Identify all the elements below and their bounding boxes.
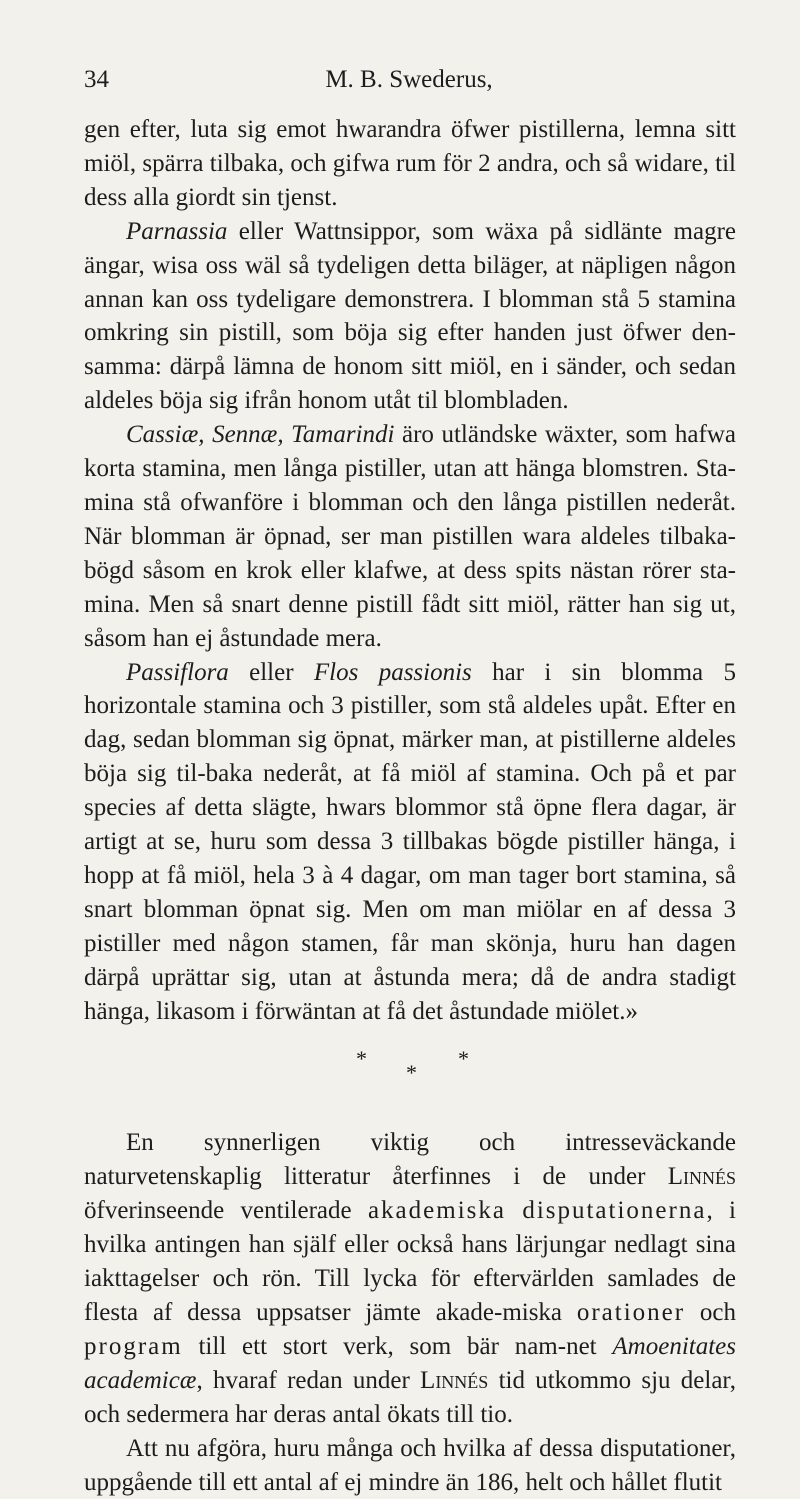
text-run: En synnerligen viktig och intresseväckande naturvetenskaplig litteratur återfinnes i de under: [84, 1129, 736, 1191]
term-flos-passionis: Flos passionis: [313, 658, 472, 686]
body-text: [84, 113, 736, 1499]
name-linnes: Linnés: [667, 1163, 736, 1191]
title-amoenitates: Amoenitates academicæ: [84, 1332, 736, 1394]
page-header: [84, 66, 734, 106]
paragraph-text: äro utländske wäxter, som hafwa korta stamina, men långa pistiller, utan att hänga blomstren. Sta-mina stå ofwanföre i blomman och den långa pistillen nederåt. När blomman är öpnad, ser man pistillen wara aldeles tilbaka-bögd såsom en krok eller klafwe, at dess spits nästan rörer sta-mina. Men så snart denne pistill fådt sitt miöl, rätter han sig ut, såsom han ej åstundade mera.: [84, 421, 736, 652]
text-run: till ett stort verk, som bär nam-net: [182, 1332, 613, 1360]
text-run: och: [685, 1299, 736, 1326]
name-linnes: Linnés: [420, 1366, 489, 1394]
paragraph-text: eller: [228, 658, 314, 686]
term-cassiae: Cassiæ, Sennæ, Tamarindi: [126, 421, 395, 449]
term-parnassia: Parnassia: [126, 217, 228, 245]
paragraph-final: Att nu afgöra, huru många och hvilka af dessa disputationer, uppgående till ett antal af ej mindre än 186, helt och hållet flutit: [84, 1434, 736, 1496]
asterisk: *: [458, 1046, 469, 1072]
text-run: öfverinseende ventilerade: [84, 1197, 368, 1225]
paragraph-literature: [84, 1126, 736, 1431]
asterisk: *: [356, 1046, 367, 1072]
paragraph-continuation: gen efter, luta sig emot hwarandra öfwer pistillerna, lemna sitt miöl, spärra tilbaka, och gifwa rum för 2 andra, och så widare, til dess alla giordt sin tjenst.: [84, 116, 736, 211]
spaced-term: program: [84, 1332, 183, 1360]
paragraph-passiflora: [84, 656, 736, 1029]
text-run: [506, 1197, 522, 1224]
asterisk: *: [406, 1060, 417, 1086]
text-run: tid utkommo sju delar, och sedermera har deras antal ökats till tio.: [84, 1366, 736, 1428]
text-run: , hvaraf redan under: [196, 1366, 421, 1394]
term-passiflora: Passiflora: [126, 658, 229, 686]
paragraph-text: har i sin blomma 5 horizontale stamina och 3 pistiller, som stå aldeles upåt. Efter en dag, sedan blomman sig öpnat, märker man, at pistillerne aldeles böja sig til-baka nederåt, at få miöl af stamina. Och på et par species af detta slägte, hwars blommor stå öpne flera dagar, är artigt at se, huru som dessa 3 tillbakas bögde pistiller hänga, i hopp at få miöl, hela 3 à 4 dagar, om man tager bort stamina, så snart blomman öpnat sig. Men om man miölar en af dessa 3 pistiller med någon stamen, får man skönja, huru han dagen därpå uprättar sig, utan at åstunda mera; då de andra stadigt hänga, likasom i förwäntan at få det åstundade miölet.»: [84, 658, 736, 1025]
paragraph-cassiae: [84, 418, 736, 655]
section-separator: [84, 1028, 736, 1126]
text-run: , i hvilka antingen han själf eller också hans lärjungar nedlagt sina iakttagelser och rön. Till lycka för eftervärlden samlades de flesta af dessa uppsatser jämte akade-miska: [84, 1197, 736, 1326]
paragraph-parnassia: [84, 215, 736, 418]
paragraph-text: eller Wattnsippor, som wäxa på sidlänte magre ängar, wisa oss wäl så tydeligen detta biläger, at näpligen någon annan kan oss tydeligare demonstrera. I blomman stå 5 stamina omkring sin pistill, som böja sig efter handen just öfwer den-samma: därpå lämna de honom sitt miöl, en i sänder, och sedan aldeles böja sig ifrån honom utåt til blombladen.: [84, 217, 736, 415]
running-title: M. B. Swederus,: [325, 66, 493, 93]
spaced-term: akademiska: [367, 1197, 506, 1225]
spaced-term: orationer: [576, 1299, 686, 1326]
spaced-term: disputationerna: [522, 1197, 707, 1225]
page-number: 34: [84, 66, 109, 93]
